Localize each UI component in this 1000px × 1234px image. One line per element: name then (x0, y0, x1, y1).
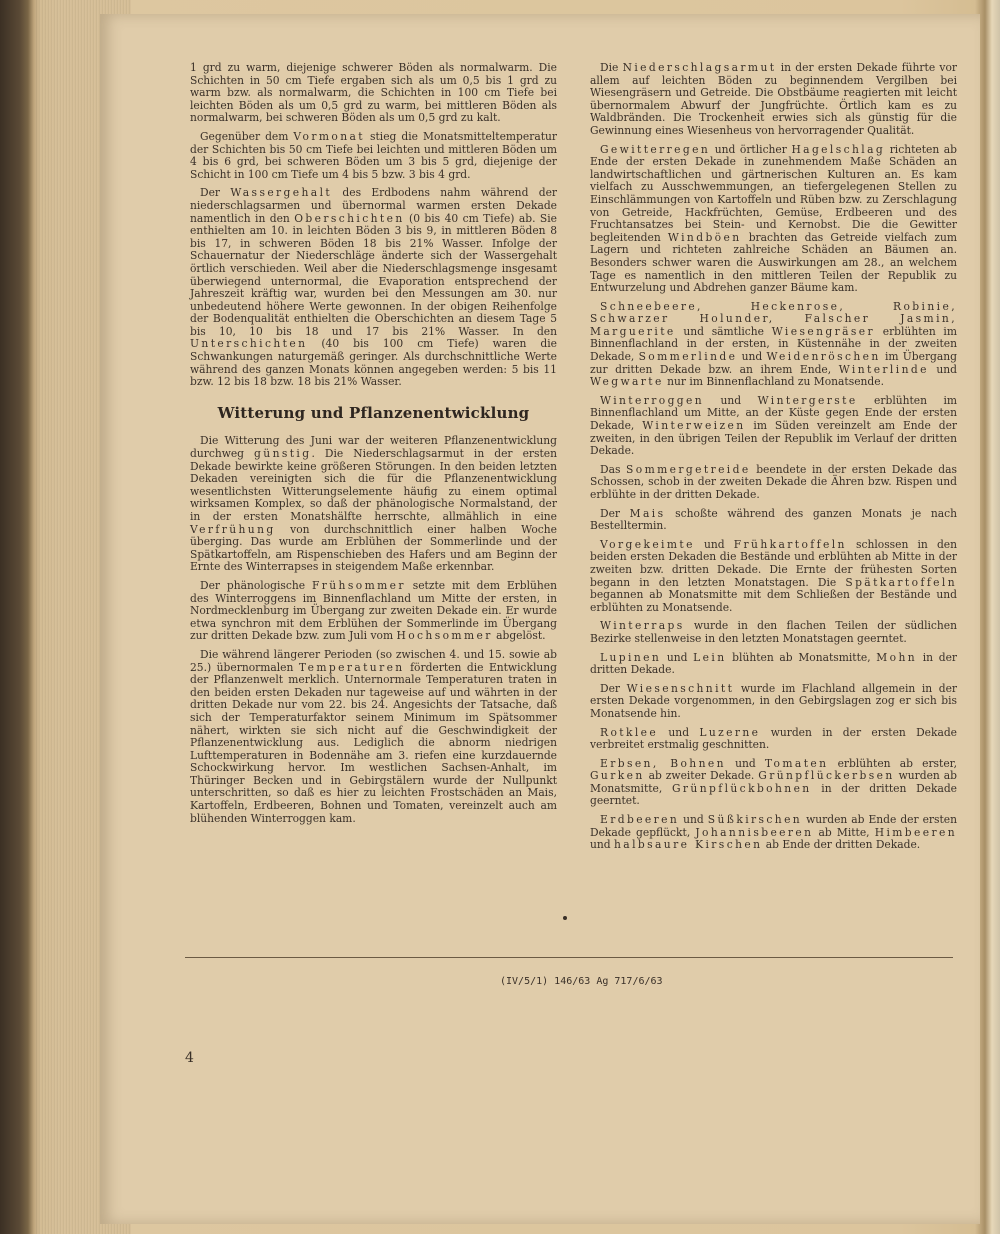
paragraph: Die während längerer Perioden (so zwischen 4. und 15. sowie ab 25.) übernormalen Temperaturen förderten die Entwicklung der Pflanzenwelt merklich. Unternormale Temperaturen traten in den beiden ersten Dekaden nur tageweise auf und währten in der dritten Dekade nur vom 22. bis 24. Angesichts der Tatsache, daß sich der Temperaturfaktor seinem Minimum im Spätsommer nähert, wirkten sie sich nicht auf die Geschwindigkeit der Pflanzenentwicklung aus. Lediglich die abnorm niedrigen Lufttemperaturen in Bodennähe am 3. riefen eine kurzdauernde Schockwirkung hervor. Im westlichen Sachsen-Anhalt, im Thüringer Becken und in Gebirgstälern wurde der Nullpunkt unterschritten, so daß es hier zu leichten Frostschäden an Mais, Kartoffeln, Erdbeeren, Bohnen und Tomaten, vereinzelt auch am blühenden Winterroggen kam. (190, 647, 557, 825)
paragraph: Schneebeere, Heckenrose, Robinie, Schwarzer Holunder, Falscher Jasmin, Marguerite und sämtliche Wiesengräser erblühten im Binnenflachland in der ersten, in Küstennähe in der zweiten Dekade, Sommerlinde und Weidenröschen im Übergang zur dritten Dekade bzw. an ihrem Ende, Winterlinde und Wegwarte nur im Binnenflachland zu Monatsende. (590, 299, 957, 389)
paragraph: Gewitterregen und örtlicher Hagelschlag richteten ab Ende der ersten Dekade in zunehmendem Maße Schäden an landwirtschaftlichen und gärtnerischen Kulturen an. Es kam vielfach zu Ausschwemmungen, an tiefergelegenen Stellen zu Einschlämmungen von Kartoffeln und Rüben bzw. zu Zerschlagung von Getreide, Hackfrüchten, Gemüse, Erdbeeren und des Fruchtansatzes bei Stein- und Kernobst. Die die Gewitter begleitenden Windböen brachten das Getreide vielfach zum Lagern und richteten zahlreiche Schäden an Bäumen an. Besonders schwer waren die Auswirkungen am 28., an welchem Tage es namentlich in den mittleren Teilen der Republik zu Entwurzelung und Abdrehen ganzer Bäume kam. (590, 142, 958, 295)
paragraph: Der Wassergehalt des Erdbodens nahm während der niederschlagsarmen und übernormal warmen ersten Dekade namentlich in den Oberschichten (0 bis 40 cm Tiefe) ab. Sie enthielten am 10. in leichten Böden 3 bis 9, in mittleren Böden 8 bis 17, in schweren Böden 18 bis 21% Wasser. Infolge der Schauernatur der Niederschläge änderte sich der Wassergehalt örtlich verschieden. Weil aber die Niederschlagsmenge insgesamt überwiegend unternormal, die Evaporation entsprechend der Jahreszeit kräftig war, wurden bei den Messungen am 30. nur unbedeutend höhere Werte gewonnen. In der obigen Reihenfolge der Bodenqualität enthielten die Oberschichten an diesem Tage 5 bis 10, 10 bis 18 und 17 bis 21% Wasser. In den Unterschichten (40 bis 100 cm Tiefe) waren die Schwankungen naturgemäß geringer. Als durchschnittliche Werte während des ganzen Monats können angegeben werden: 5 bis 11 bzw. 12 bis 18 bzw. 18 bis 21% Wasser. (190, 186, 557, 389)
ink-dot (563, 916, 567, 920)
right-column (590, 62, 957, 858)
paragraph: Winterroggen und Wintergerste erblühten im Binnenflachland um Mitte, an der Küste gegen Ende der ersten Dekade, Winterweizen im Süden vereinzelt am Ende der zweiten, in den übrigen Teilen der Republik im Verlauf der dritten Dekade. (590, 393, 958, 458)
paragraph: Die Niederschlagsarmut in der ersten Dekade führte vor allem auf leichten Böden zu beginnendem Vergilben bei Wiesengräsern und Getreide. Die Obstbäume reagierten mit leicht übernormalem Abwurf der Jungfrüchte. Örtlich kam es zu Waldbränden. Die Trockenheit erwies sich als günstig für die Gewinnung eines Wiesenheus von hervorragender Qualität. (590, 61, 957, 137)
page-number: 4 (185, 1050, 194, 1066)
paragraph: Lupinen und Lein blühten ab Monatsmitte, Mohn in der dritten Dekade. (590, 650, 958, 677)
paragraph: 1 grd zu warm, diejenige schwerer Böden als normalwarm. Die Schichten in 50 cm Tiefe ergaben sich als um 0,5 bis 1 grd zu warm bzw. als normalwarm, die Schichten in 100 cm Tiefe bei leichten Böden als um 0,5 grd zu warm, bei mittleren Böden als normalwarm, bei schweren Böden als um 0,5 grd zu kalt. (190, 61, 557, 125)
print-code-footer: (IV/5/1) 146/63 Ag 717/6/63 (500, 976, 663, 987)
paragraph: Vorgekeimte und Frühkartoffeln schlossen in den beiden ersten Dekaden die Bestände und erblühten ab Mitte in der zweiten bzw. dritten Dekade. Die Ernte der frühesten Sorten begann in den letzten Monatstagen. Die Spätkartoffeln begannen ab Monatsmitte mit dem Schließen der Bestände und erblühten zu Monatsende. (590, 537, 957, 614)
paragraph: Der Mais schoßte während des ganzen Monats je nach Bestelltermin. (590, 506, 957, 533)
paragraph: Winterraps wurde in den flachen Teilen der südlichen Bezirke stellenweise in den letzten Monatstagen geerntet. (590, 619, 957, 645)
paragraph: Erdbeeren und Süßkirschen wurden ab Ende der ersten Dekade gepflückt, Johannisbeeren ab Mitte, Himbeeren und halbsaure Kirschen ab Ende der dritten Dekade. (590, 813, 958, 852)
paragraph: Der phänologische Frühsommer setzte mit dem Erblühen des Winterroggens im Binnenflachland um Mitte der ersten, in Nordmecklenburg im Übergang zur zweiten Dekade ein. Er wurde etwa synchron mit dem Erblühen der Sommerlinde im Übergang zur dritten Dekade bzw. zum Juli vom Hochsommer abgelöst. (190, 578, 557, 643)
footer-rule (185, 957, 953, 958)
paragraph: Das Sommergetreide beendete in der ersten Dekade das Schossen, schob in der zweiten Dekade die Ähren bzw. Rispen und erblühte in der dritten Dekade. (590, 462, 958, 501)
paragraph: Erbsen, Bohnen und Tomaten erblühten ab erster, Gurken ab zweiter Dekade. Grünpflückerbsen wurden ab Monatsmitte, Grünpflückbohnen in der dritten Dekade geerntet. (590, 756, 957, 808)
paragraph: Gegenüber dem Vormonat stieg die Monatsmitteltemperatur der Schichten bis 50 cm Tiefe bei leichten und mittleren Böden um 4 bis 6 grd, bei schweren Böden um 3 bis 5 grd, diejenige der Schicht in 100 cm Tiefe um 4 bis 5 bzw. 3 bis 4 grd. (190, 129, 557, 181)
paragraph: Die Witterung des Juni war der weiteren Pflanzenentwicklung durchweg günstig. Die Niederschlagsarmut in der ersten Dekade bewirkte keine größeren Störungen. In den beiden letzten Dekaden vereinigten sich die für die Pflanzenentwicklung wesentlichsten Witterungselemente häufig zu einem optimal wirksamen Komplex, so daß der phänologische Normalstand, der in der ersten Monatshälfte herrschte, allmählich in eine Verfrühung von durchschnittlich einer halben Woche überging. Das wurde am Erblühen der Sommerlinde und der Spätkartoffeln, am Rispenschieben des Hafers und am Beginn der Ernte des Winterrapses in steigendem Maße erkennbar. (190, 434, 557, 574)
section-heading: Witterung und Pflanzenentwicklung (217, 403, 530, 422)
left-column (190, 62, 557, 831)
paragraph: Der Wiesenschnitt wurde im Flachland allgemein in der ersten Dekade vorgenommen, in den Gebirgslagen zog er sich bis Monatsende hin. (590, 681, 958, 720)
paragraph: Rotklee und Luzerne wurden in der ersten Dekade verbreitet erstmalig geschnitten. (590, 725, 957, 752)
